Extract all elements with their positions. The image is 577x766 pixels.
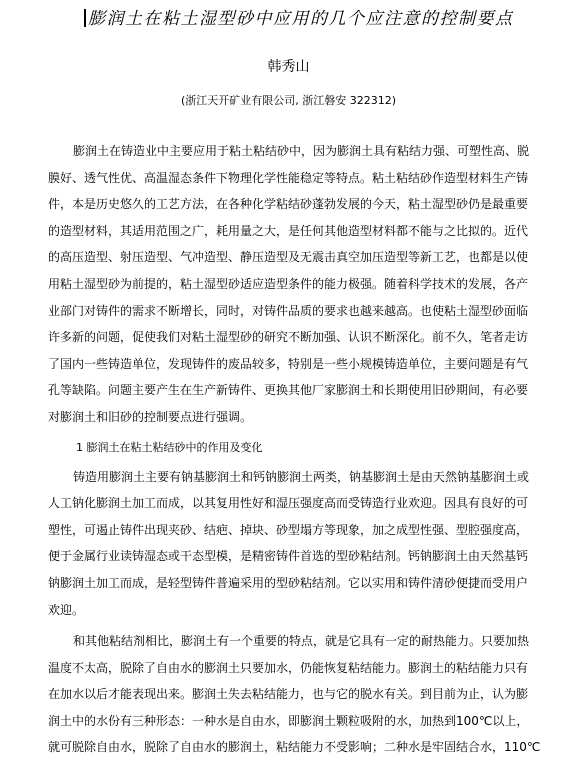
text-line: 塑性，可遏止铸件出现夹砂、结疤、掉块、砂型塌方等现象，加之成型性强、型腔强度高， — [48, 522, 529, 537]
text-line: 许多新的问题，促使我们对粘土湿型砂的研究不断加强、认识不断深化。前不久，笔者走访 — [48, 330, 529, 345]
paragraph-intro — [48, 138, 548, 431]
title-mark — [84, 9, 86, 27]
section-heading: 1 膨润土在粘土粘结砂中的作用及变化 — [76, 440, 263, 454]
text-line: 对膨润土和旧砂的控制要点进行强调。 — [48, 409, 253, 424]
article-title-text: 膨润土在粘土湿型砂中应用的几个应注意的控制要点 — [88, 9, 514, 29]
text-line: 在加水以后才能表现出来。膨润土失去粘结能力，也与它的脱水有关。到目前为止，认为膨 — [48, 687, 529, 702]
text-line: 的高压造型、射压造型、气冲造型、静压造型及无震击真空加压造型等新工艺，也都是以使 — [48, 250, 529, 265]
text-line: 钠膨润土加工而成，是轻型铸件普遍采用的型砂粘结剂。它以实用和铸件清砂便捷而受用户 — [48, 575, 529, 590]
text-line: 的造型材料，其适用范围之广，耗用量之大，是任何其他造型材料都不能与之比拟的。近代 — [48, 223, 529, 238]
text-line: 就可脱除自由水，脱除了自由水的膨润土，粘结能力不受影响；二种水是牢固结合水，110℃ — [48, 740, 541, 755]
article-body — [48, 138, 548, 766]
text-line: 欢迎。 — [48, 602, 85, 617]
text-line: 人工钠化膨润土加工而成，以其复用性好和湿压强度高而受铸造行业欢迎。因具有良好的可 — [48, 496, 529, 511]
paragraph-bentonite-types — [48, 464, 548, 624]
text-line: 温度不太高，脱除了自由水的膨润土只要加水，仍能恢复粘结能力。膨润土的粘结能力只有 — [48, 660, 529, 675]
paragraph-heat-resistance — [48, 628, 548, 761]
text-line: 用粘土湿型砂为前提的，粘土湿型砂适应造型条件的能力极强。随着科学技术的发展，各产 — [48, 276, 529, 291]
text-line: 业部门对铸件的需求不断增长，同时，对铸件品质的要求也越来越高。也使粘土湿型砂面临 — [48, 303, 529, 318]
text-line: 和其他粘结剂相比，膨润土有一个重要的特点，就是它具有一定的耐热能力。只要加热 — [73, 634, 530, 649]
article-title — [84, 4, 554, 29]
text-line: 件，本是历史悠久的工艺方法，在各种化学粘结砂蓬勃发展的今天，粘土湿型砂仍是最重要 — [48, 197, 529, 212]
text-line: 润土中的水份有三种形态：一种水是自由水，即膨润土颗粒吸附的水，加热到100℃以上， — [48, 713, 529, 728]
text-line: 便于金属行业读铸湿态或干态型模，是精密铸件首选的型砂粘结剂。钙钠膨润土由天然基钙 — [48, 549, 529, 564]
text-line: 了国内一些铸造单位，发现铸件的废品较多，特别是一些小规模铸造单位，主要问题是有气 — [48, 356, 529, 371]
text-line: 孔等缺陷。问题主要产生在生产新铸件、更换其他厂家膨润土和长期使用旧砂期间，有必要 — [48, 383, 529, 398]
text-line: 膨润土在铸造业中主要应用于粘土粘结砂中，因为膨润土具有粘结力强、可塑性高、脱 — [73, 144, 530, 158]
author-affiliation: (浙江天开矿业有限公司, 浙江磐安 322312) — [180, 94, 397, 107]
text-line: 铸造用膨润土主要有钠基膨润土和钙钠膨润土两类，钠基膨润土是由天然钠基膨润土或 — [73, 469, 530, 484]
text-line: 膜好、透气性优、高温湿态条件下物理化学性能稳定等特点。粘土粘结砂作造型材料生产铸 — [48, 170, 529, 185]
author-name: 韩秀山 — [267, 59, 310, 75]
